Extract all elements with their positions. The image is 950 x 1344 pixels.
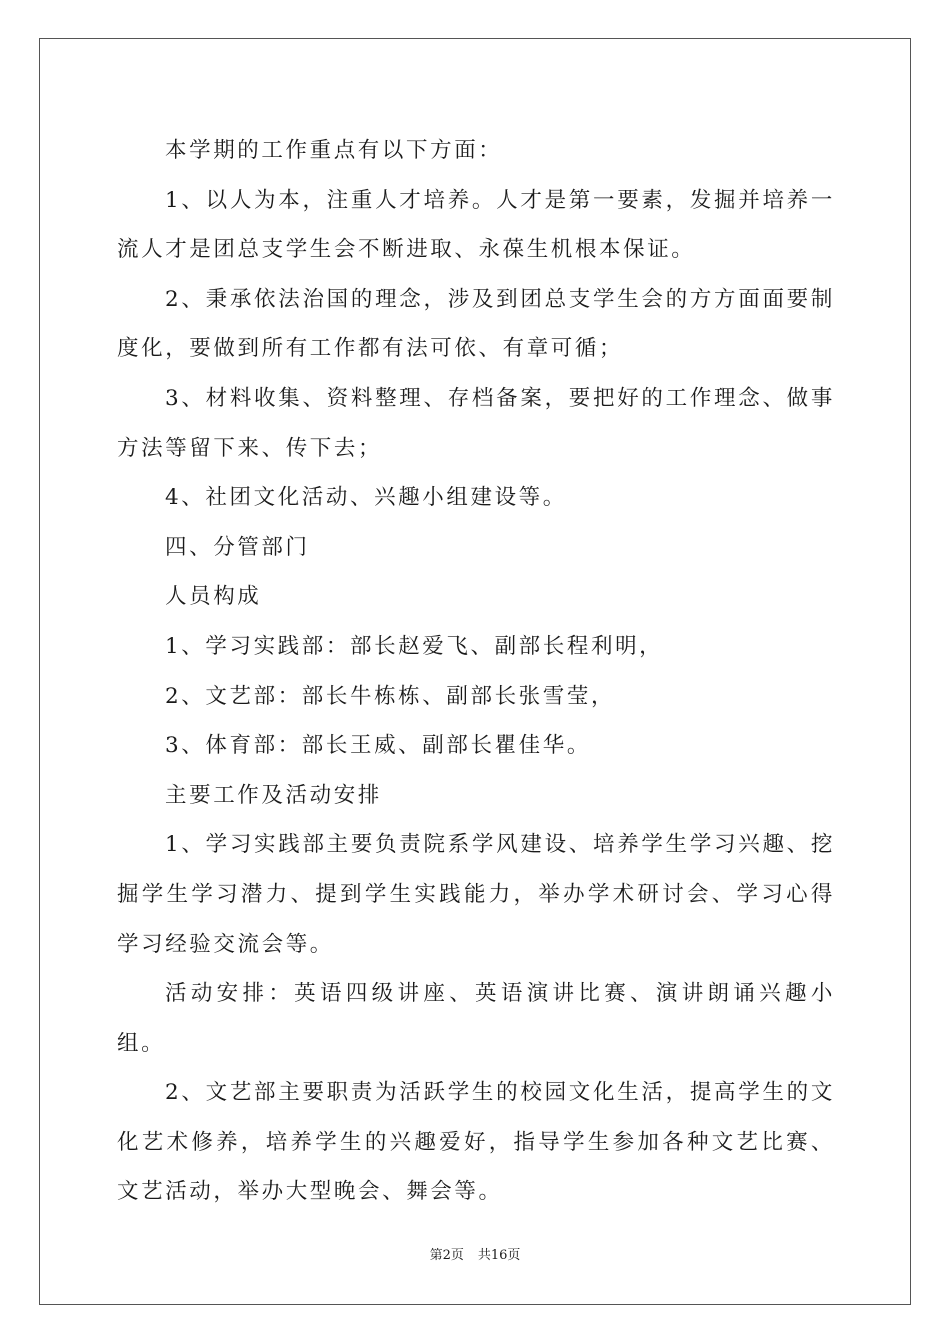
section-heading-departments: 四、分管部门 — [165, 534, 310, 560]
subheading-work-activities: 主要工作及活动安排 — [165, 782, 382, 808]
paragraph-item-3-archiving: 3、材料收集、资料整理、存档备案，要把好的工作理念、做事方法等留下来、传下去； — [117, 385, 835, 461]
paragraph-arts-dept-duties: 2、文艺部主要职责为活跃学生的校园文化生活，提高学生的文化艺术修养，培养学生的兴趣爱好，指导学生参加各种文艺比赛、文艺活动，举办大型晚会、舞会等。 — [117, 1080, 835, 1205]
staff-arts-dept: 2、文艺部：部长牛栋栋、副部长张雪莹， — [165, 683, 616, 709]
page-footer — [0, 1247, 950, 1265]
paragraph-activity-plan: 活动安排：英语四级讲座、英语演讲比赛、演讲朗诵兴趣小组。 — [117, 981, 835, 1056]
page-number: 第2页 — [429, 1248, 464, 1263]
paragraph-work-focus-intro: 本学期的工作重点有以下方面： — [165, 138, 503, 163]
staff-study-practice-dept: 1、学习实践部：部长赵爱飞、副部长程利明， — [165, 633, 664, 659]
paragraph-item-4-clubs: 4、社团文化活动、兴趣小组建设等。 — [165, 485, 567, 511]
page-total: 共16页 — [477, 1248, 521, 1263]
paragraph-item-2-rule-of-law: 2、秉承依法治国的理念，涉及到团总支学生会的方方面面要制度化，要做到所有工作都有法可依、有章可循； — [117, 286, 835, 362]
subheading-staff: 人员构成 — [165, 584, 262, 610]
paragraph-study-dept-duties: 1、学习实践部主要负责院系学风建设、培养学生学习兴趣、挖掘学生学习潜力、提到学生实践能力，举办学术研讨会、学习心得学习经验交流会等。 — [117, 832, 835, 957]
staff-sports-dept: 3、体育部：部长王威、副部长瞿佳华。 — [165, 733, 591, 759]
document-body — [117, 126, 835, 1217]
paragraph-item-1-talent: 1、以人为本，注重人才培养。人才是第一要素，发掘并培养一流人才是团总支学生会不断进取、永葆生机根本保证。 — [117, 187, 835, 263]
